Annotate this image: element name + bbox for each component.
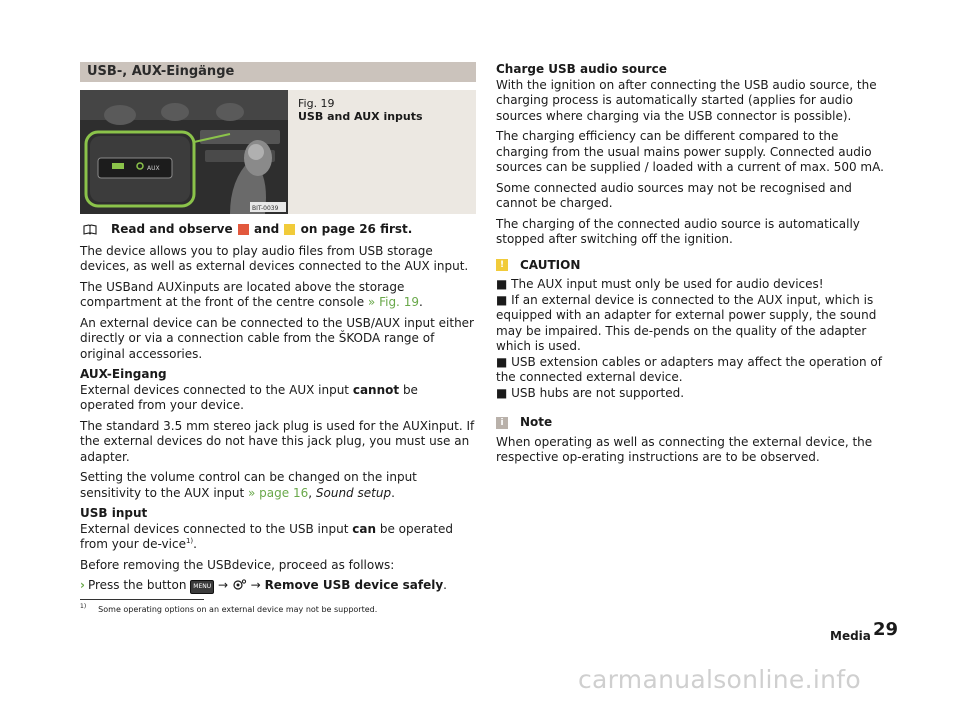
aux-text-b: be operated from your device. [80, 382, 418, 412]
charge-paragraph-3: Some connected audio sources may not be recognised and cannot be charged. [496, 180, 852, 210]
note-text: When operating as well as connecting the external device, the respective op-erating instructions are to be observed. [496, 434, 873, 464]
left-column [80, 62, 476, 599]
usb-can: can [352, 521, 377, 536]
note-label: Note [520, 415, 553, 429]
aux-paragraph-2: The standard 3.5 mm stereo jack plug is used for the AUXinput. If the external devices do not have this jack plug, you must use an adapter. [80, 418, 475, 464]
charge-paragraph-2: The charging efficiency can be different compared to the charging from the usual mains power supply. Connected audio sources can be supplied / loaded with a current of max. 500 mA. [496, 129, 884, 174]
caution-exclamation-icon: ! [496, 259, 508, 271]
read-observe-suffix: on page 26 first. [300, 222, 413, 236]
aux-end: . [391, 485, 395, 500]
step-end: . [443, 578, 447, 592]
caution-icon [284, 224, 295, 235]
note-title [496, 415, 892, 431]
usb-text-a: External devices connected to the USB input [80, 521, 349, 536]
usb-paragraph-2: Before removing the USBdevice, proceed as follows: [80, 557, 395, 572]
caution-label: CAUTION [520, 257, 581, 272]
usb-step [80, 578, 476, 594]
figure-title: USB and AUX inputs [298, 110, 423, 123]
usb-paragraph-1 [80, 522, 476, 553]
sound-setup-ref: Sound setup [315, 485, 392, 500]
footnote-divider [80, 599, 204, 600]
arrow-1: → [217, 578, 229, 592]
aux-label: AUX [147, 165, 160, 172]
usb-text-b: be operated from your de-vice [80, 521, 453, 551]
arrow-2: → [250, 578, 261, 592]
location-paragraph [80, 280, 476, 311]
menu-button-icon: MENU [190, 580, 214, 594]
caution-item: ■ USB extension cables or adapters may affect the operation of the connected external device. [496, 354, 882, 384]
info-icon: i [496, 417, 508, 429]
right-column [496, 62, 892, 471]
book-icon [83, 224, 97, 235]
aux-paragraph-3 [80, 470, 476, 501]
charge-heading: Charge USB audio source [496, 62, 667, 76]
aux-text-a: External devices connected to the AUX input [80, 382, 349, 397]
settings-icon [232, 579, 247, 591]
car-console-illustration [80, 90, 288, 214]
intro-paragraph: The device allows you to play audio files from USB storage devices, as well as external devices connected to the AUX input. [80, 243, 469, 273]
image-code: BIT-0039 [252, 205, 279, 212]
footer-section-label: Media [830, 629, 871, 643]
figure-image [80, 90, 288, 214]
watermark: carmanualsonline.info [578, 665, 861, 694]
footnote-marker: 1) [80, 603, 87, 611]
location-text: The USBand AUXinputs are located above the storage compartment at the front of the centre console [80, 279, 405, 309]
aux-paragraph-1 [80, 383, 476, 414]
read-observe-prefix: Read and observe [111, 222, 233, 236]
figure [80, 90, 476, 214]
caution-item: ■ The AUX input must only be used for audio devices! [496, 277, 824, 291]
read-observe-line [80, 222, 476, 238]
page-link[interactable]: » page 16 [248, 485, 309, 500]
aux-sep: , [308, 485, 313, 500]
section-title: USB-, AUX-Eingänge [80, 62, 476, 82]
location-end: . [418, 295, 423, 309]
caution-item: ■ USB hubs are not supported. [496, 385, 685, 400]
read-observe-and: and [254, 222, 280, 236]
step-chevron: › [80, 578, 85, 592]
figure-number: Fig. 19 [298, 97, 335, 110]
charge-paragraph-4: The charging of the connected audio source is automatically stopped after switching off the ignition. [496, 216, 860, 246]
usb-heading: USB input [80, 506, 148, 520]
footnote-text: Some operating options on an external device may not be supported. [98, 605, 378, 614]
usb-end: . [193, 537, 197, 551]
footnote [80, 605, 377, 615]
caution-title [496, 258, 892, 274]
footnote-ref: 1) [185, 537, 194, 545]
aux-heading: AUX-Eingang [80, 367, 167, 381]
aux-volume-text: Setting the volume control can be changed on the input sensitivity to the AUX input [80, 470, 417, 500]
connection-paragraph: An external device can be connected to the USB/AUX input either directly or via a connection cable from the ŠKODA range of original accessories. [80, 315, 474, 361]
fig-link[interactable]: » Fig. 19 [367, 295, 419, 309]
figure-caption [298, 97, 423, 123]
page-number: 29 [873, 619, 899, 640]
caution-item: ■ If an external device is connected to the AUX input, which is equipped with an adapter for external power supply, the sound may be impaired. This de-pends on the quality of the adapter which is used. [496, 292, 877, 353]
warning-icon [238, 224, 249, 235]
step-prefix: Press the button [87, 578, 187, 592]
aux-cannot: cannot [352, 382, 400, 397]
remove-usb-label: Remove USB device safely [264, 578, 444, 592]
charge-paragraph-1: With the ignition on after connecting the USB audio source, the charging process is automatically started (applies for audio sources where charging via the USB connector is possible). [496, 77, 877, 123]
